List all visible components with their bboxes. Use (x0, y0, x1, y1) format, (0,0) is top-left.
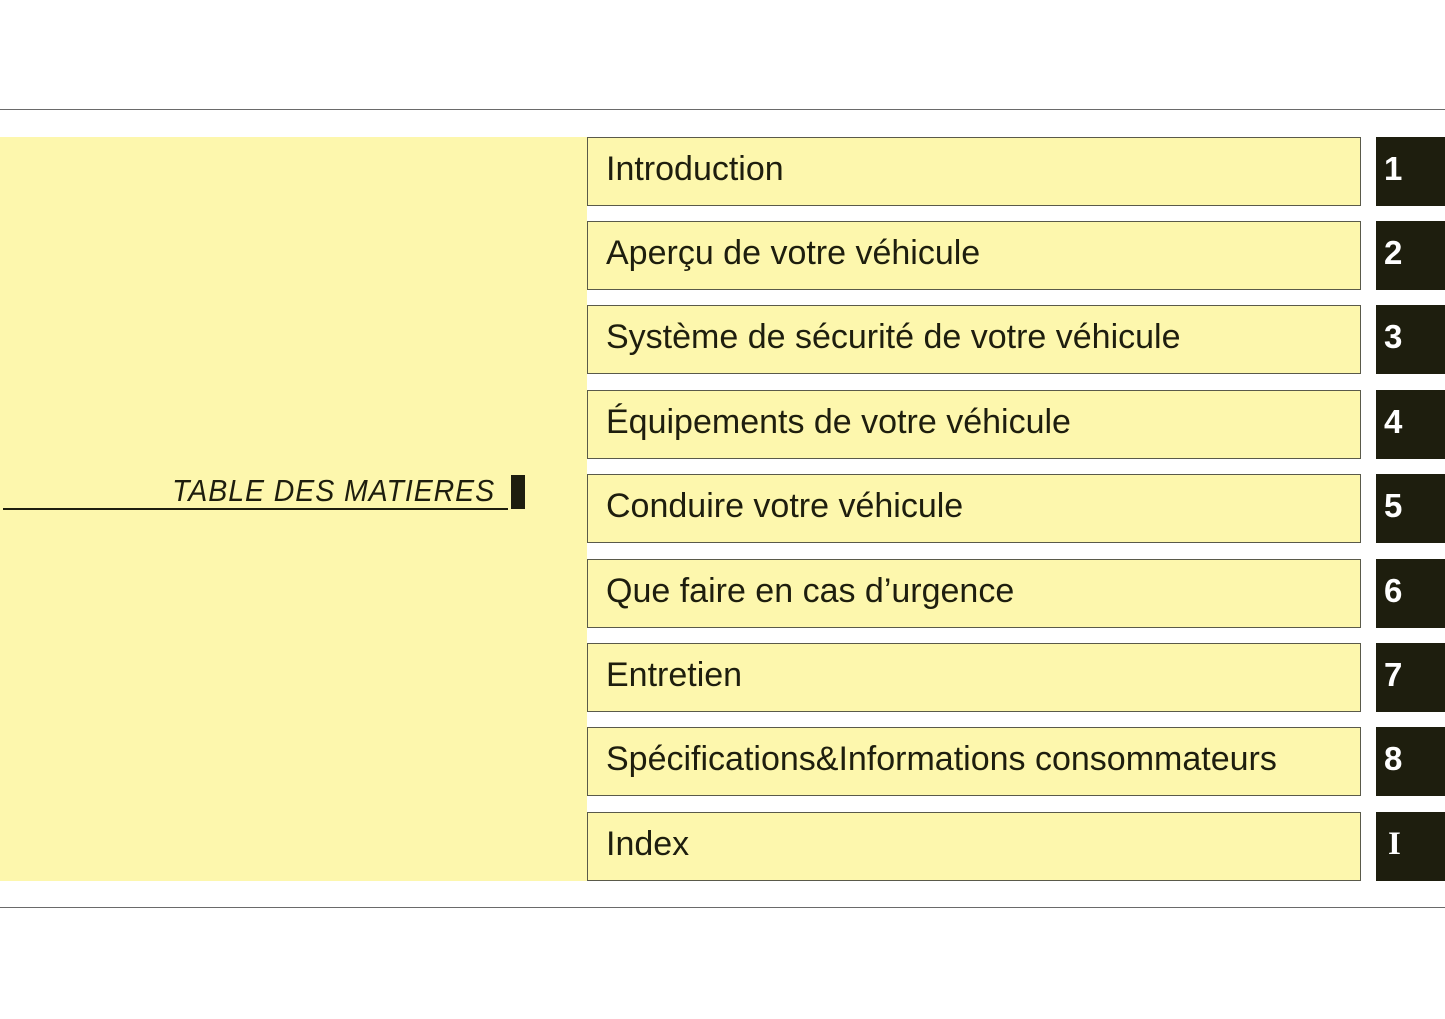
toc-row-3 (587, 305, 1445, 374)
toc-entry-urgence[interactable] (587, 559, 1361, 628)
toc-row-4 (587, 390, 1445, 459)
toc-row-index (587, 812, 1445, 881)
toc-entry-introduction[interactable] (587, 137, 1361, 206)
toc-tab-3[interactable] (1376, 305, 1445, 374)
toc-list (587, 137, 1445, 881)
toc-row-5 (587, 474, 1445, 543)
toc-entry-label: Entretien (606, 656, 743, 694)
toc-tab-5[interactable] (1376, 474, 1445, 543)
toc-tab-2[interactable] (1376, 221, 1445, 290)
toc-tab-number: 1 (1384, 150, 1403, 187)
toc-tab-number: 2 (1384, 234, 1403, 271)
toc-entry-equipements[interactable] (587, 390, 1361, 459)
toc-row-2 (587, 221, 1445, 290)
toc-tab-7[interactable] (1376, 643, 1445, 712)
toc-entry-label: Conduire votre véhicule (606, 487, 964, 525)
toc-entry-label: Introduction (606, 150, 784, 188)
toc-entry-label: Que faire en cas d’urgence (606, 572, 1015, 610)
toc-tab-number: 8 (1384, 740, 1403, 777)
toc-tab-number: I (1388, 826, 1401, 862)
toc-row-7 (587, 643, 1445, 712)
bottom-rule (0, 907, 1445, 908)
toc-tab-number: 5 (1384, 487, 1403, 524)
heading-marker (511, 475, 525, 509)
top-rule (0, 109, 1445, 110)
toc-band (0, 137, 1445, 881)
left-panel (0, 137, 587, 881)
toc-tab-6[interactable] (1376, 559, 1445, 628)
toc-tab-number: 7 (1384, 656, 1403, 693)
toc-entry-apercu[interactable] (587, 221, 1361, 290)
toc-row-1 (587, 137, 1445, 206)
toc-entry-specifications[interactable] (587, 727, 1361, 796)
toc-row-6 (587, 559, 1445, 628)
toc-entry-securite[interactable] (587, 305, 1361, 374)
toc-entry-label: Système de sécurité de votre véhicule (606, 318, 1181, 356)
toc-entry-label: Index (606, 825, 690, 863)
toc-tab-number: 6 (1384, 572, 1403, 609)
toc-tab-number: 3 (1384, 318, 1403, 355)
toc-row-8 (587, 727, 1445, 796)
toc-tab-number: 4 (1384, 403, 1403, 440)
toc-entry-label: Aperçu de votre véhicule (606, 234, 981, 272)
toc-tab-1[interactable] (1376, 137, 1445, 206)
toc-tab-index[interactable] (1376, 812, 1445, 881)
toc-heading (0, 473, 525, 511)
toc-tab-8[interactable] (1376, 727, 1445, 796)
toc-entry-label: Équipements de votre véhicule (606, 403, 1071, 441)
toc-entry-label: Spécifications&Informations consommateurs (606, 740, 1277, 778)
toc-entry-entretien[interactable] (587, 643, 1361, 712)
toc-entry-index[interactable] (587, 812, 1361, 881)
toc-entry-conduire[interactable] (587, 474, 1361, 543)
toc-heading-text: TABLE DES MATIERES (172, 473, 495, 508)
toc-tab-4[interactable] (1376, 390, 1445, 459)
